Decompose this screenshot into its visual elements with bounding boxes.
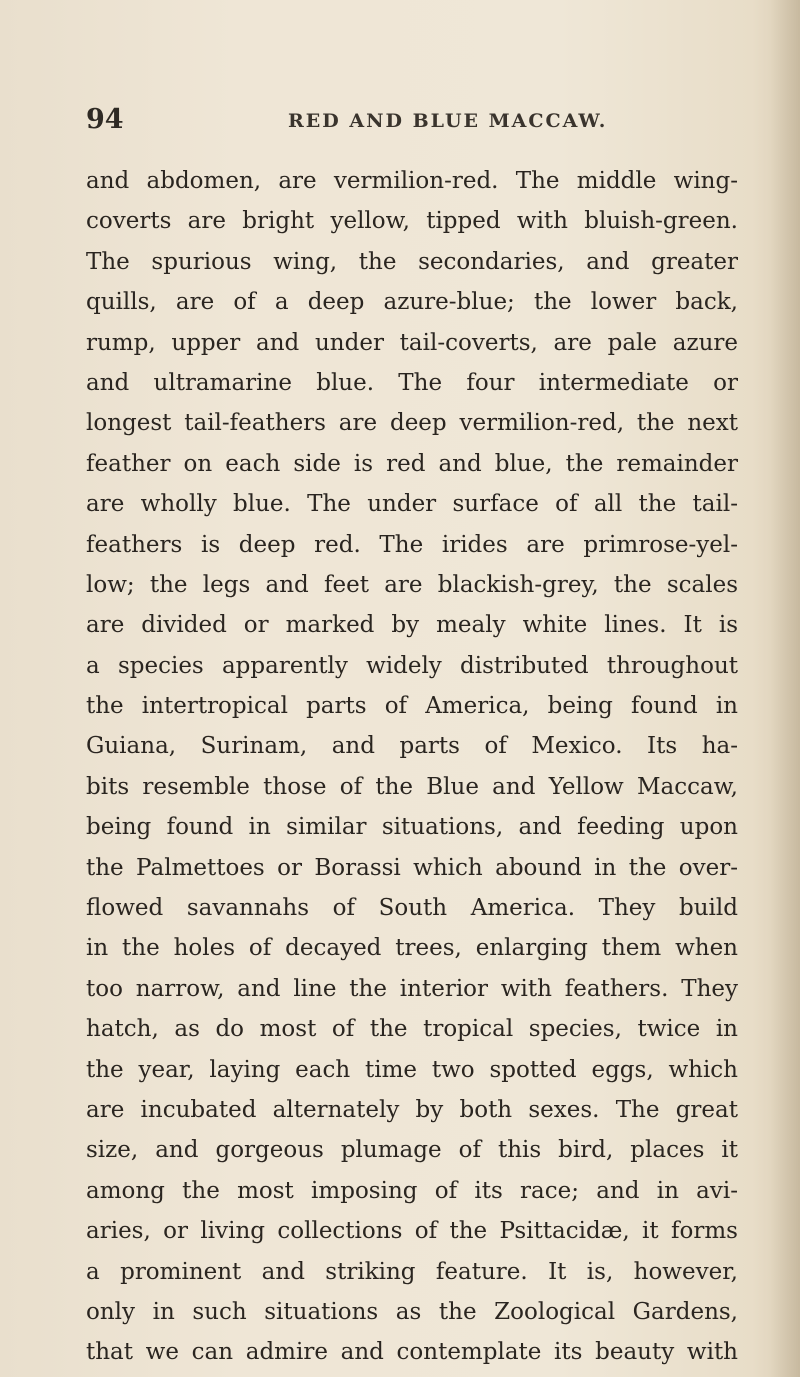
text-line: low; the legs and feet are blackish-grey, the scales <box>86 571 738 598</box>
text-line: too narrow, and line the interior with feathers. They <box>86 975 738 1002</box>
text-line: coverts are bright yellow, tipped with bluish-green. <box>86 208 738 235</box>
page-number: 94 <box>86 104 124 135</box>
text-line: that we can admire and contemplate its beauty with <box>86 1339 738 1366</box>
text-line: hatch, as do most of the tropical species, twice in <box>86 1016 738 1043</box>
text-line: a species apparently widely distributed throughout <box>86 652 738 679</box>
body-text <box>86 161 738 1373</box>
text-line: longest tail-feathers are deep vermilion-red, the next <box>86 410 738 437</box>
text-line: the intertropical parts of America, being found in <box>86 693 738 720</box>
text-line: the Palmettoes or Borassi which abound in the over- <box>86 854 738 881</box>
text-line: aries, or living collections of the Psittacidæ, it forms <box>86 1218 738 1245</box>
text-line: only in such situations as the Zoological Gardens, <box>86 1298 738 1325</box>
page-header <box>86 104 736 144</box>
text-line: rump, upper and under tail-coverts, are pale azure <box>86 329 738 356</box>
text-line: size, and gorgeous plumage of this bird, places it <box>86 1137 738 1164</box>
text-line: a prominent and striking feature. It is, however, <box>86 1258 738 1285</box>
text-line: and abdomen, are vermilion-red. The middle wing- <box>86 168 738 194</box>
text-line: are divided or marked by mealy white lines. It is <box>86 612 738 639</box>
text-line: quills, are of a deep azure-blue; the lower back, <box>86 289 738 316</box>
text-line: are wholly blue. The under surface of all the tail- <box>86 491 738 518</box>
text-line: among the most imposing of its race; and in avi- <box>86 1177 738 1204</box>
text-line: in the holes of decayed trees, enlarging them when <box>86 935 738 962</box>
text-line: are incubated alternately by both sexes. The great <box>86 1096 738 1123</box>
text-line: Guiana, Surinam, and parts of Mexico. Its ha- <box>86 733 738 760</box>
text-line: The spurious wing, the secondaries, and greater <box>86 248 738 275</box>
text-line: and ultramarine blue. The four intermediate or <box>86 369 738 396</box>
text-line: bits resemble those of the Blue and Yellow Maccaw, <box>86 773 738 800</box>
text-line: flowed savannahs of South America. They build <box>86 895 738 922</box>
text-line: being found in similar situations, and feeding upon <box>86 814 738 841</box>
page-edge-shadow <box>770 0 800 1377</box>
running-head: RED AND BLUE MACCAW. <box>288 110 608 132</box>
text-line: the year, laying each time two spotted eggs, which <box>86 1056 738 1083</box>
text-line: feather on each side is red and blue, the remainder <box>86 450 738 477</box>
text-line: feathers is deep red. The irides are primrose-yel- <box>86 531 738 558</box>
